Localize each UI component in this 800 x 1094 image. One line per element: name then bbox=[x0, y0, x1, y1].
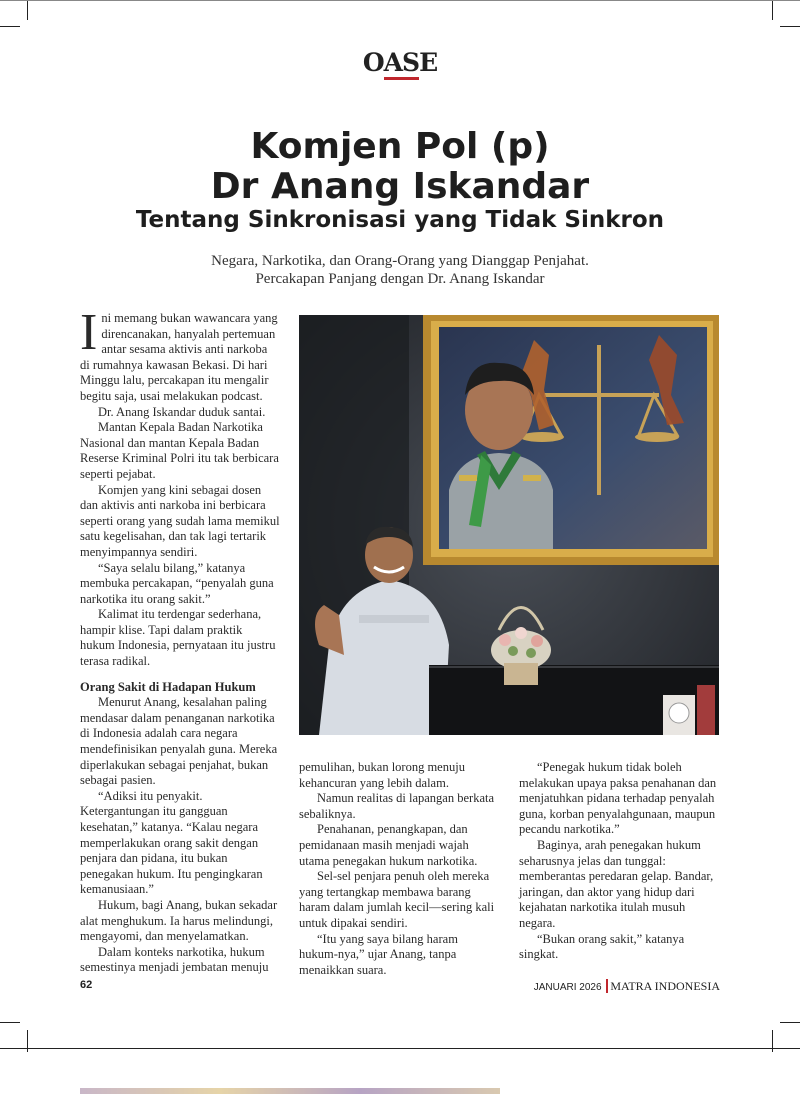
paragraph: “Saya selalu bilang,” katanya membuka percakapan, “penyalah guna narkotika itu orang sakit.” bbox=[80, 560, 274, 606]
page-edge-line bbox=[0, 1048, 800, 1049]
page-number: 62 bbox=[80, 979, 93, 991]
paragraph: “Adiksi itu penyakit. Ketergantungan itu gangguan kesehatan,” katanya. “Kalau negara memperlakukan orang sakit dengan penjara dan pidana, itu bukan penegakan hukum. Itu pengingkaran kemanusiaan.” bbox=[80, 788, 263, 897]
brand-name: MATRA INDONESIA bbox=[606, 979, 720, 993]
paragraph: Menurut Anang, kesalahan paling mendasar dalam penanganan narkotika di Indonesia adalah cara negara mendefinisikan penyalah guna. Mereka diperlakukan sebagai penjahat, bukan sebagai pasien. bbox=[80, 695, 278, 788]
headline-subtitle: Tentang Sinkronisasi yang Tidak Sinkron bbox=[135, 207, 665, 233]
paragraph: Mantan Kepala Badan Narkotika Nasional dan mantan Kepala Badan Reserse Kriminal Polri itu tak berbicara seperti pejabat. bbox=[80, 420, 279, 481]
drop-cap: I bbox=[80, 304, 98, 361]
paragraph: Komjen yang kini sebagai dosen dan aktivis anti narkoba ini berbicara seperti orang yang sudah lama memikul satu kegelisahan, dan tak lagi tertarik menyimpannya sendiri. bbox=[80, 482, 280, 559]
article-column-3 bbox=[519, 760, 719, 963]
section-logo: OASE bbox=[360, 48, 440, 77]
article-column-1 bbox=[80, 304, 280, 976]
paragraph: Baginya, arah penegakan hukum seharusnya jelas dan tunggal: memberantas peredaran gelap. Bandar, jaringan, dan aktor yang hidup dari kejahatan narkotika itulah musuh negara. bbox=[519, 837, 714, 930]
paragraph: “Penegak hukum tidak boleh melakukan upaya paksa penahanan dan menjatuhkan pidana terhadap penyalah guna, korban penyalahgunaan, maupun pecandu narkotika.” bbox=[519, 760, 717, 837]
paragraph: Ini memang bukan wawancara yang direncanakan, hanyalah pertemuan antar sesama aktivis anti narkoba di rumahnya kawasan Bekasi. Di hari Minggu lalu, percakapan itu mengalir begitu saja, usai melakukan podcast. bbox=[80, 304, 278, 403]
paragraph: Sel-sel penjara penuh oleh mereka yang tertangkap membawa barang haram dalam jumlah kecil—sering kali untuk dipakai sendiri. bbox=[299, 869, 495, 930]
footer-issue bbox=[534, 979, 720, 994]
deck-line-1: Negara, Narkotika, dan Orang-Orang yang Dianggap Penjahat. bbox=[211, 253, 589, 269]
section-heading: Orang Sakit di Hadapan Hukum bbox=[80, 679, 256, 694]
article-photo bbox=[299, 315, 719, 735]
next-page-strip bbox=[80, 1088, 500, 1094]
paragraph: Dr. Anang Iskandar duduk santai. bbox=[98, 404, 266, 419]
paragraph: pemulihan, bukan lorong menuju kehancuran yang lebih dalam. bbox=[299, 760, 465, 790]
headline-line-2: Dr Anang Iskandar bbox=[210, 166, 590, 207]
paragraph: Kalimat itu terdengar sederhana, hampir klise. Tapi dalam praktik hukum Indonesia, pernyataan itu justru terasa radikal. bbox=[80, 607, 276, 669]
article-column-2 bbox=[299, 760, 499, 978]
paragraph: “Itu yang saya bilang haram hukum-nya,” ujar Anang, tanpa menaikkan suara. bbox=[299, 931, 458, 977]
paragraph: Namun realitas di lapangan berkata sebaliknya. bbox=[299, 791, 495, 821]
deck-line-2: Percakapan Panjang dengan Dr. Anang Iskandar bbox=[255, 271, 545, 287]
paragraph: Dalam konteks narkotika, hukum semestinya menjadi jembatan menuju bbox=[80, 944, 269, 975]
paragraph: “Bukan orang sakit,” katanya singkat. bbox=[519, 931, 685, 962]
paragraph: Hukum, bagi Anang, bukan sekadar alat menghukum. Ia harus melindungi, mengayomi, dan menyelamatkan. bbox=[80, 897, 278, 944]
photo-illustration bbox=[299, 315, 719, 735]
headline-line-1: Komjen Pol (p) bbox=[250, 126, 550, 167]
issue-date: JANUARI 2026 bbox=[533, 982, 602, 993]
paragraph: Penahanan, penangkapan, dan pemidanaan masih menjadi wajah utama penegakan hukum narkotika. bbox=[299, 822, 478, 868]
